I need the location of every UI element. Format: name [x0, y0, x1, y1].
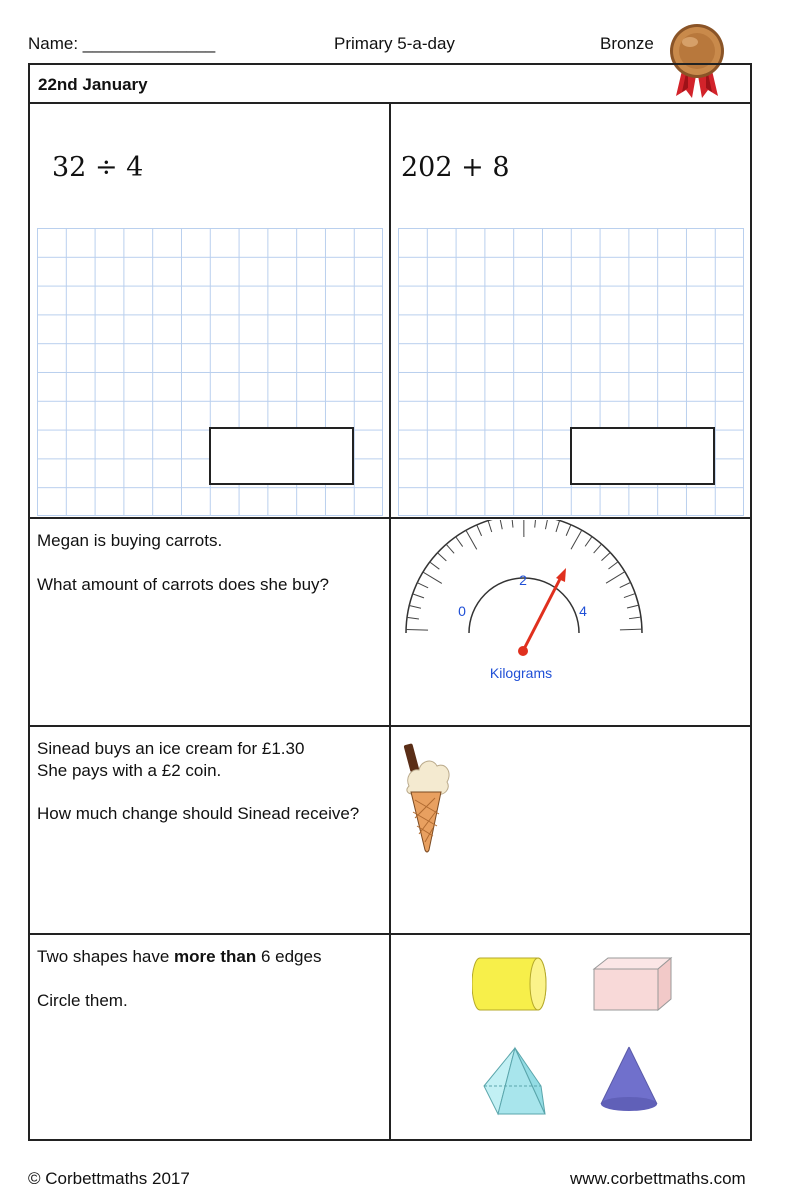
worksheet-title: Primary 5-a-day [334, 34, 455, 53]
ice-cream-icon [401, 738, 461, 856]
dial-tick [535, 520, 536, 528]
dial-tick [423, 572, 442, 583]
dial-tick [406, 629, 428, 630]
cone-shape[interactable] [598, 1044, 660, 1114]
question-5-emphasis: more than [174, 947, 257, 966]
question-3-line-2: What amount of carrots does she buy? [37, 575, 329, 594]
answer-box-1[interactable] [209, 427, 354, 485]
dial-tick [627, 605, 639, 608]
dial-tick [456, 537, 463, 547]
dial-tick [488, 521, 492, 532]
question-4-line-2: She pays with a £2 coin. [37, 761, 222, 780]
dial-tick [571, 530, 582, 549]
worksheet-date: 22nd January [38, 75, 148, 94]
dial-tick [500, 520, 502, 529]
level-label: Bronze [600, 34, 654, 53]
dial-tick [407, 617, 419, 619]
answer-box-2[interactable] [570, 427, 715, 485]
dial-tick [413, 594, 424, 598]
question-1-sum: 32 ÷ 4 [52, 152, 144, 183]
dial-tick [601, 552, 610, 560]
website-url: www.corbettmaths.com [570, 1169, 746, 1188]
question-5-suffix: 6 edges [256, 947, 322, 966]
dial-tick [585, 537, 592, 547]
dial-tick [556, 520, 560, 531]
dial-tick [477, 525, 482, 536]
name-field-label: Name: ______________ [28, 34, 216, 53]
question-3-line-1: Megan is buying carrots. [37, 531, 223, 550]
weighing-scale-dial [398, 520, 648, 690]
dial-tick [446, 544, 454, 553]
square-pyramid-shape[interactable] [481, 1046, 549, 1116]
needle-pivot [518, 646, 528, 656]
scale-needle [523, 577, 561, 651]
divider [389, 103, 391, 1140]
scale-label-2: 2 [519, 572, 527, 588]
dial-tick [606, 572, 625, 583]
question-4-line-1: Sinead buys an ice cream for £1.30 [37, 739, 305, 758]
dial-tick [620, 629, 642, 630]
dial-tick [629, 617, 641, 619]
dial-tick [438, 553, 447, 561]
scale-unit-label: Kilograms [489, 665, 553, 681]
question-2-sum: 202 + 8 [401, 152, 510, 183]
question-5-prefix: Two shapes have [37, 947, 175, 966]
cuboid-shape[interactable] [592, 955, 674, 1013]
dial-tick [566, 525, 571, 536]
dial-tick [466, 530, 477, 549]
dial-tick [430, 562, 440, 569]
cylinder-shape[interactable] [472, 955, 550, 1013]
dial-tick [417, 583, 428, 588]
scale-label-0: 0 [458, 603, 466, 619]
question-5-line-2: Circle them. [37, 991, 128, 1010]
dial-tick [594, 544, 602, 553]
dial-tick [624, 594, 635, 598]
copyright-text: © Corbettmaths 2017 [28, 1169, 190, 1188]
question-4-line-3: How much change should Sinead receive? [37, 804, 360, 823]
scale-label-4: 4 [579, 603, 587, 619]
question-5-line-1 [37, 946, 321, 968]
dial-tick [545, 520, 547, 529]
dial-tick [608, 562, 618, 569]
dial-tick [620, 582, 631, 587]
dial-tick [409, 605, 421, 608]
dial-tick [512, 520, 513, 528]
